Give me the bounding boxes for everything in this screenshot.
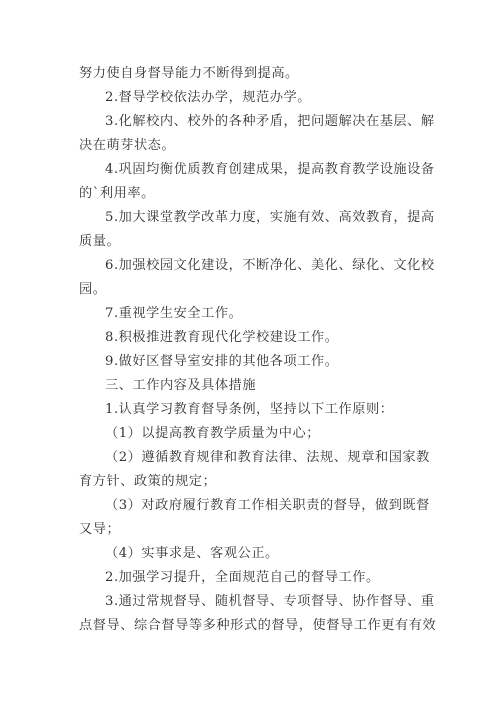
text-line: 决在萌芽状态。 [79,138,176,153]
document-body [79,62,437,638]
text-line: 4.巩固均衡优质教育创建成果，提高教育教学设施设备 [105,162,435,177]
text-line: 6.加强校园文化建设，不断净化、美化、绿化、文化校 [105,258,435,273]
text-line: 8.积极推进教育现代化学校建设工作。 [105,330,339,345]
text-line: 2.加强学习提升，全面规范自己的督导工作。 [105,570,380,585]
section-heading: 三、工作内容及具体措施 [105,378,257,393]
text-line: 3.通过常规督导、随机督导、专项督导、协作督导、重 [105,594,435,609]
text-line: （1）以提高教育教学质量为中心； [105,426,321,441]
text-line: 5.加大课堂教学改革力度，实施有效、高效教育，提高 [105,210,435,225]
text-line: 努力使自身督导能力不断得到提高。 [79,66,299,81]
text-line: 质量。 [79,234,121,249]
text-line: 7.重视学生安全工作。 [105,306,243,321]
text-line: 1.认真学习教育督导条例，坚持以下工作原则： [105,402,394,417]
text-line: 又导； [79,522,121,537]
text-line: 3.化解校内、校外的各种矛盾，把问题解决在基层、解 [105,114,435,129]
text-line: 点督导、综合督导等多种形式的督导，使督导工作更有有效 [79,618,437,633]
text-line: 的`利用率。 [79,186,155,201]
text-line: （2）遵循教育规律和教育法律、法规、规章和国家教 [105,450,430,465]
text-line: （4）实事求是、客观公正。 [105,546,279,561]
text-line: 园。 [79,282,107,297]
text-line: 9.做好区督导室安排的其他各项工作。 [105,354,339,369]
text-line: （3）对政府履行教育工作相关职责的督导，做到既督 [105,498,430,513]
text-line: 2.督导学校依法办学，规范办学。 [105,90,312,105]
text-line: 育方针、政策的规定； [79,474,217,489]
